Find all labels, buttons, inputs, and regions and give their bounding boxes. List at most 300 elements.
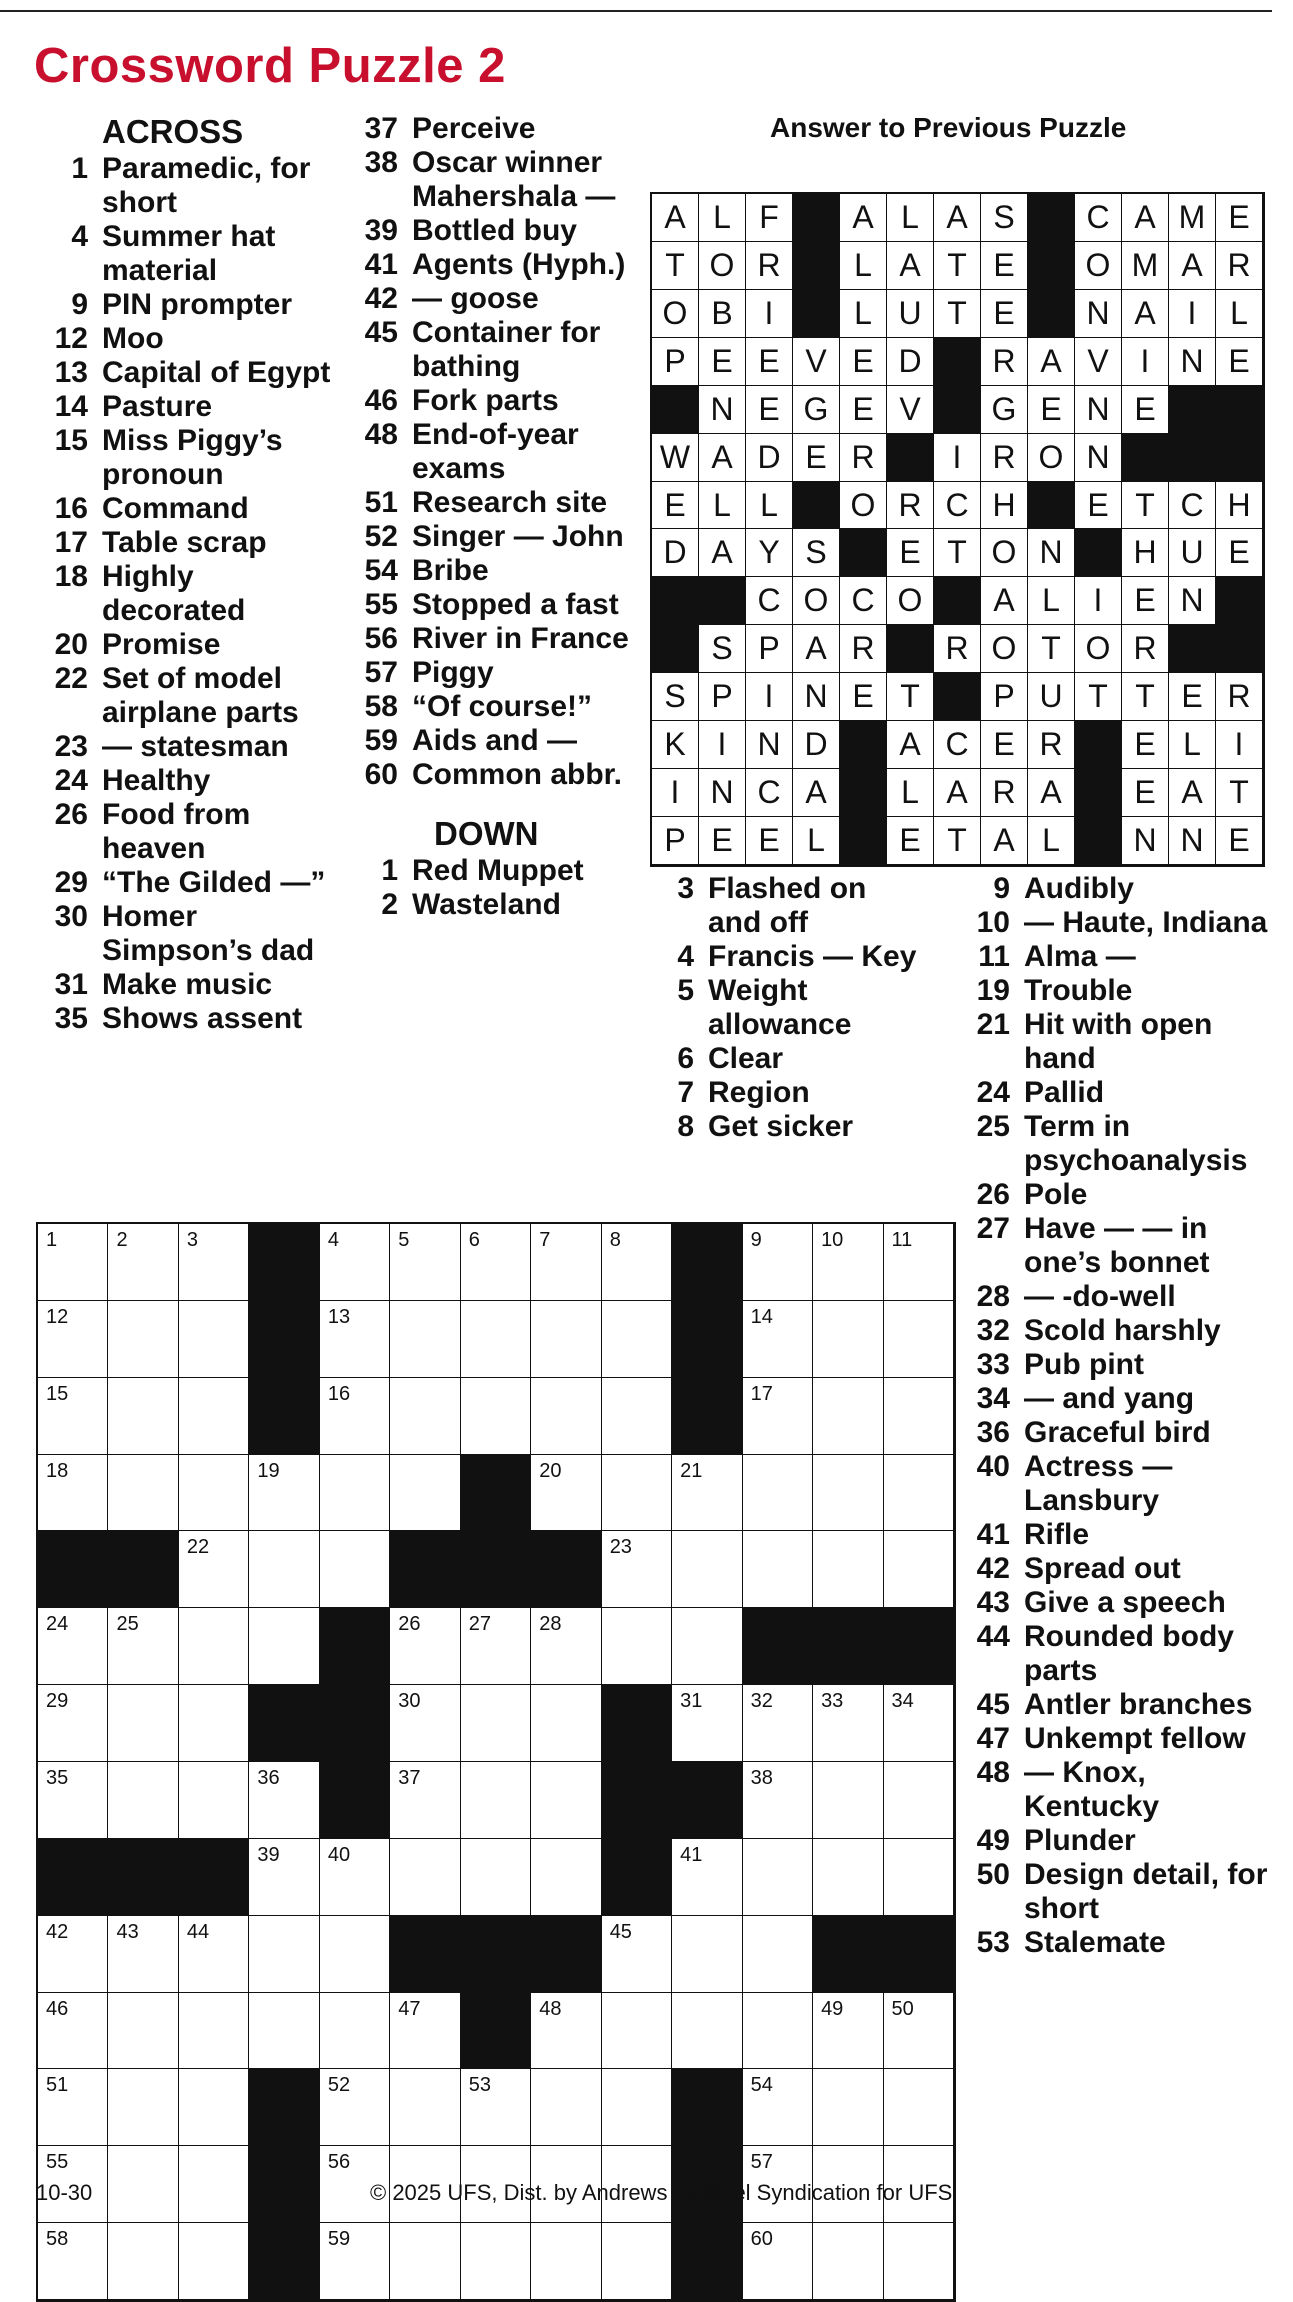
- clue-number: 30: [54, 900, 88, 933]
- grid-cell[interactable]: [179, 2069, 249, 2146]
- answer-block-cell: [652, 625, 699, 673]
- grid-cell[interactable]: [531, 1378, 601, 1455]
- grid-cell[interactable]: [108, 1224, 178, 1301]
- grid-cell[interactable]: [320, 2069, 390, 2146]
- grid-cell[interactable]: [320, 1839, 390, 1916]
- grid-cell[interactable]: [179, 2223, 249, 2300]
- answer-letter-cell: E: [840, 386, 887, 434]
- grid-cell[interactable]: [813, 1455, 883, 1532]
- grid-cell[interactable]: [179, 1301, 249, 1378]
- grid-cell[interactable]: [884, 2069, 954, 2146]
- grid-cell[interactable]: [531, 1301, 601, 1378]
- cell-number: 35: [46, 1766, 69, 1789]
- grid-cell[interactable]: [743, 1455, 813, 1532]
- grid-cell[interactable]: [38, 1608, 108, 1685]
- clue-number: 45: [976, 1688, 1010, 1721]
- cell-number: 45: [609, 1920, 632, 1943]
- grid-cell[interactable]: [813, 1301, 883, 1378]
- answer-letter-cell: K: [652, 721, 699, 769]
- grid-cell[interactable]: [108, 1608, 178, 1685]
- grid-cell[interactable]: [884, 1455, 954, 1532]
- cell-number: 7: [539, 1229, 551, 1251]
- cell-number: 27: [468, 1613, 492, 1636]
- grid-cell[interactable]: [108, 1378, 178, 1455]
- grid-cell[interactable]: [461, 1301, 531, 1378]
- clue-text: Francis — Key: [708, 940, 917, 973]
- answer-letter-cell: A: [887, 721, 934, 769]
- cell-number: 28: [539, 1613, 562, 1636]
- clue-number: 55: [364, 588, 398, 621]
- grid-cell[interactable]: [813, 1993, 883, 2070]
- grid-cell[interactable]: [108, 1301, 178, 1378]
- grid-cell[interactable]: [179, 1608, 249, 1685]
- clue-text: Get sicker: [708, 1110, 854, 1143]
- grid-cell[interactable]: [108, 1685, 178, 1762]
- clue-number: 17: [54, 526, 88, 559]
- grid-cell[interactable]: [884, 1762, 954, 1839]
- grid-block-cell: [38, 1531, 108, 1608]
- answer-letter-cell: H: [981, 482, 1028, 530]
- clue-58: [350, 690, 640, 724]
- answer-letter-cell: O: [699, 242, 746, 290]
- grid-cell[interactable]: [672, 1531, 742, 1608]
- answer-letter-cell: O: [840, 482, 887, 530]
- cell-number: 6: [468, 1229, 480, 1251]
- clue-number: 39: [364, 214, 398, 247]
- clue-number: 15: [54, 424, 88, 457]
- cell-number: 9: [750, 1229, 762, 1251]
- grid-cell[interactable]: [743, 2069, 813, 2146]
- cell-number: 37: [398, 1766, 421, 1789]
- down-heading: DOWN: [434, 815, 539, 852]
- grid-cell[interactable]: [672, 1916, 742, 1993]
- grid-cell[interactable]: [38, 1378, 108, 1455]
- clue-text: Aids and —: [412, 724, 578, 757]
- grid-cell[interactable]: [108, 1762, 178, 1839]
- clue-number: 21: [976, 1008, 1010, 1041]
- clue-14: [36, 390, 336, 424]
- grid-cell[interactable]: [390, 2069, 460, 2146]
- clue-number: 12: [54, 322, 88, 355]
- clue-number: 32: [976, 1314, 1010, 1347]
- clue-text: Plunder: [1024, 1824, 1136, 1857]
- grid-cell[interactable]: [461, 1839, 531, 1916]
- answer-letter-cell: T: [1122, 673, 1169, 721]
- grid-cell[interactable]: [602, 1608, 672, 1685]
- answer-letter-cell: C: [840, 577, 887, 625]
- cell-number: 2: [116, 1229, 128, 1251]
- clue-number: 20: [54, 628, 88, 661]
- grid-cell[interactable]: [320, 1993, 390, 2070]
- answer-letter-cell: E: [840, 338, 887, 386]
- grid-cell[interactable]: [38, 1993, 108, 2070]
- grid-cell[interactable]: [461, 2069, 531, 2146]
- grid-cell[interactable]: [249, 1531, 319, 1608]
- grid-cell[interactable]: [390, 1762, 460, 1839]
- clue-32: [960, 1314, 1280, 1348]
- cell-number: 49: [821, 1997, 844, 2020]
- answer-letter-cell: E: [981, 242, 1028, 290]
- grid-cell[interactable]: [179, 1531, 249, 1608]
- grid-cell[interactable]: [390, 1839, 460, 1916]
- grid-cell[interactable]: [743, 1378, 813, 1455]
- grid-cell[interactable]: [461, 1685, 531, 1762]
- clue-text: Make music: [102, 968, 273, 1001]
- cell-number: 57: [750, 2151, 773, 2174]
- clue-number: 1: [381, 854, 398, 887]
- grid-cell[interactable]: [179, 2146, 249, 2223]
- crossword-grid: [36, 1222, 956, 2302]
- grid-block-cell: [249, 1685, 319, 1762]
- answer-letter-cell: M: [1122, 242, 1169, 290]
- answer-block-cell: [1169, 434, 1216, 482]
- grid-cell[interactable]: [602, 1224, 672, 1301]
- grid-cell[interactable]: [602, 1301, 672, 1378]
- clue-number: 42: [364, 282, 398, 315]
- cell-number: 58: [46, 2228, 69, 2251]
- clue-number: 25: [976, 1110, 1010, 1143]
- answer-block-cell: [840, 721, 887, 769]
- clue-52: [350, 520, 640, 554]
- answer-letter-cell: A: [699, 434, 746, 482]
- cell-number: 5: [398, 1229, 410, 1251]
- answer-block-cell: [840, 529, 887, 577]
- clue-text: Antler branches: [1024, 1688, 1253, 1721]
- clue-number: 41: [976, 1518, 1010, 1551]
- grid-cell[interactable]: [672, 1608, 742, 1685]
- answer-letter-cell: L: [793, 817, 840, 865]
- grid-cell[interactable]: [390, 2223, 460, 2300]
- grid-cell[interactable]: [813, 1531, 883, 1608]
- answer-letter-cell: L: [840, 290, 887, 338]
- across-clues-col-1: [36, 112, 336, 1036]
- answer-letter-cell: E: [1075, 482, 1122, 530]
- answer-block-cell: [1028, 290, 1075, 338]
- grid-block-cell: [461, 1531, 531, 1608]
- grid-cell[interactable]: [179, 1224, 249, 1301]
- clue-text: — Haute, Indiana: [1024, 906, 1268, 939]
- grid-cell[interactable]: [743, 1839, 813, 1916]
- answer-letter-cell: A: [1169, 769, 1216, 817]
- answer-block-cell: [793, 290, 840, 338]
- grid-cell[interactable]: [38, 1224, 108, 1301]
- clue-1: [36, 152, 336, 220]
- grid-cell[interactable]: [813, 1762, 883, 1839]
- grid-cell[interactable]: [320, 1531, 390, 1608]
- answer-letter-cell: R: [934, 625, 981, 673]
- grid-cell[interactable]: [108, 2223, 178, 2300]
- grid-cell[interactable]: [179, 1916, 249, 1993]
- answer-block-cell: [887, 434, 934, 482]
- grid-cell[interactable]: [743, 1916, 813, 1993]
- answer-letter-cell: T: [1028, 625, 1075, 673]
- grid-cell[interactable]: [38, 2069, 108, 2146]
- grid-cell[interactable]: [320, 2223, 390, 2300]
- grid-cell[interactable]: [531, 1993, 601, 2070]
- grid-block-cell: [249, 2223, 319, 2300]
- clue-24: [960, 1076, 1280, 1110]
- cell-number: 48: [539, 1997, 562, 2020]
- answer-letter-cell: I: [746, 290, 793, 338]
- grid-cell[interactable]: [531, 1839, 601, 1916]
- grid-cell[interactable]: [320, 1301, 390, 1378]
- answer-letter-cell: C: [1169, 482, 1216, 530]
- clue-35: [36, 1002, 336, 1036]
- grid-cell[interactable]: [531, 1608, 601, 1685]
- answer-letter-cell: O: [1075, 242, 1122, 290]
- grid-cell[interactable]: [531, 1455, 601, 1532]
- answer-block-cell: [652, 577, 699, 625]
- clue-number: 48: [364, 418, 398, 451]
- grid-cell[interactable]: [884, 1685, 954, 1762]
- answer-letter-cell: E: [1122, 721, 1169, 769]
- grid-cell[interactable]: [38, 2223, 108, 2300]
- grid-cell[interactable]: [390, 1378, 460, 1455]
- grid-cell[interactable]: [602, 1916, 672, 1993]
- cell-number: 43: [116, 1920, 139, 1943]
- answer-block-cell: [1216, 577, 1263, 625]
- grid-block-cell: [249, 1378, 319, 1455]
- answer-letter-cell: A: [981, 817, 1028, 865]
- grid-cell[interactable]: [249, 1839, 319, 1916]
- grid-cell[interactable]: [249, 1608, 319, 1685]
- grid-cell[interactable]: [813, 1839, 883, 1916]
- grid-cell[interactable]: [602, 2223, 672, 2300]
- grid-cell[interactable]: [249, 1455, 319, 1532]
- clue-number: 24: [976, 1076, 1010, 1109]
- answer-letter-cell: E: [981, 290, 1028, 338]
- grid-cell[interactable]: [390, 1685, 460, 1762]
- answer-letter-cell: A: [1169, 242, 1216, 290]
- clue-text: Miss Piggy’s pronoun: [102, 424, 283, 491]
- cell-number: 21: [680, 1459, 703, 1482]
- grid-cell[interactable]: [390, 1455, 460, 1532]
- grid-cell[interactable]: [249, 1762, 319, 1839]
- grid-cell[interactable]: [743, 1685, 813, 1762]
- grid-block-cell: [320, 1608, 390, 1685]
- grid-cell[interactable]: [108, 1993, 178, 2070]
- clue-text: Design detail, for short: [1024, 1858, 1268, 1925]
- clue-number: 36: [976, 1416, 1010, 1449]
- grid-cell[interactable]: [672, 1839, 742, 1916]
- grid-block-cell: [743, 1608, 813, 1685]
- clue-number: 40: [976, 1450, 1010, 1483]
- grid-cell[interactable]: [884, 2223, 954, 2300]
- grid-cell[interactable]: [743, 1224, 813, 1301]
- answer-block-cell: [934, 673, 981, 721]
- grid-cell[interactable]: [884, 1839, 954, 1916]
- grid-cell[interactable]: [390, 1301, 460, 1378]
- answer-letter-cell: Y: [746, 529, 793, 577]
- grid-cell[interactable]: [249, 1916, 319, 1993]
- clue-48: [960, 1756, 1280, 1824]
- clue-text: “Of course!”: [412, 690, 593, 723]
- answer-letter-cell: P: [652, 338, 699, 386]
- grid-cell[interactable]: [179, 1762, 249, 1839]
- grid-cell[interactable]: [813, 1378, 883, 1455]
- grid-cell[interactable]: [179, 1685, 249, 1762]
- grid-cell[interactable]: [884, 1531, 954, 1608]
- clue-24: [36, 764, 336, 798]
- answer-letter-cell: E: [1216, 338, 1263, 386]
- answer-letter-cell: E: [746, 338, 793, 386]
- answer-letter-cell: E: [699, 817, 746, 865]
- grid-cell[interactable]: [602, 1378, 672, 1455]
- clue-38: [350, 146, 640, 214]
- grid-cell[interactable]: [249, 1993, 319, 2070]
- answer-letter-cell: T: [1075, 673, 1122, 721]
- grid-cell[interactable]: [461, 2223, 531, 2300]
- grid-cell[interactable]: [320, 1224, 390, 1301]
- clue-text: — Knox, Kentucky: [1024, 1756, 1160, 1823]
- clue-4: [36, 220, 336, 288]
- answer-letter-cell: R: [1216, 242, 1263, 290]
- clue-text: — -do-well: [1024, 1280, 1176, 1313]
- top-rule: [0, 10, 1272, 12]
- grid-cell[interactable]: [108, 2146, 178, 2223]
- answer-letter-cell: A: [1028, 769, 1075, 817]
- clue-36: [960, 1416, 1280, 1450]
- grid-cell[interactable]: [672, 1685, 742, 1762]
- clue-number: 44: [976, 1620, 1010, 1653]
- answer-letter-cell: I: [1216, 721, 1263, 769]
- grid-cell[interactable]: [38, 1916, 108, 1993]
- answer-letter-cell: E: [887, 817, 934, 865]
- grid-cell[interactable]: [813, 2223, 883, 2300]
- clue-text: Highly decorated: [102, 560, 246, 627]
- clue-26: [36, 798, 336, 866]
- answer-letter-cell: E: [1216, 194, 1263, 242]
- clue-text: Oscar winner Mahershala —: [412, 146, 616, 213]
- answer-block-cell: [1075, 769, 1122, 817]
- grid-cell[interactable]: [531, 1224, 601, 1301]
- grid-block-cell: [531, 1916, 601, 1993]
- grid-cell[interactable]: [390, 1224, 460, 1301]
- grid-cell[interactable]: [461, 1762, 531, 1839]
- clue-43: [960, 1586, 1280, 1620]
- grid-cell[interactable]: [884, 1993, 954, 2070]
- grid-cell[interactable]: [108, 1455, 178, 1532]
- answer-letter-cell: L: [746, 482, 793, 530]
- grid-cell[interactable]: [602, 2069, 672, 2146]
- grid-cell[interactable]: [461, 1378, 531, 1455]
- answer-block-cell: [934, 577, 981, 625]
- clue-text: Scold harshly: [1024, 1314, 1221, 1347]
- grid-cell[interactable]: [38, 1762, 108, 1839]
- clue-42: [350, 282, 640, 316]
- grid-cell[interactable]: [602, 1455, 672, 1532]
- clue-33: [960, 1348, 1280, 1382]
- clue-15: [36, 424, 336, 492]
- clue-number: 26: [54, 798, 88, 831]
- clue-text: — goose: [412, 282, 539, 315]
- grid-cell[interactable]: [179, 1993, 249, 2070]
- answer-letter-cell: U: [887, 290, 934, 338]
- clue-text: Red Muppet: [412, 854, 584, 887]
- clue-8: [660, 1110, 920, 1144]
- cell-number: 38: [750, 1766, 773, 1789]
- grid-cell[interactable]: [320, 1916, 390, 1993]
- answer-block-cell: [840, 817, 887, 865]
- grid-cell[interactable]: [813, 1224, 883, 1301]
- grid-cell[interactable]: [38, 1301, 108, 1378]
- grid-cell[interactable]: [602, 1993, 672, 2070]
- clue-text: Moo: [102, 322, 164, 355]
- answer-letter-cell: P: [981, 673, 1028, 721]
- grid-cell[interactable]: [38, 1455, 108, 1532]
- grid-block-cell: [461, 1916, 531, 1993]
- answer-letter-cell: H: [1216, 482, 1263, 530]
- grid-cell[interactable]: [813, 2069, 883, 2146]
- clue-54: [350, 554, 640, 588]
- grid-cell[interactable]: [743, 1762, 813, 1839]
- grid-cell[interactable]: [320, 1455, 390, 1532]
- grid-cell[interactable]: [672, 1993, 742, 2070]
- grid-cell[interactable]: [179, 1455, 249, 1532]
- grid-cell[interactable]: [531, 2069, 601, 2146]
- clue-53: [960, 1926, 1280, 1960]
- grid-cell[interactable]: [743, 2223, 813, 2300]
- grid-cell[interactable]: [743, 1993, 813, 2070]
- grid-cell[interactable]: [531, 2223, 601, 2300]
- grid-cell[interactable]: [884, 1378, 954, 1455]
- cell-number: 22: [186, 1536, 210, 1559]
- grid-cell[interactable]: [884, 1224, 954, 1301]
- grid-cell[interactable]: [108, 1916, 178, 1993]
- grid-cell[interactable]: [743, 1531, 813, 1608]
- grid-cell[interactable]: [390, 1993, 460, 2070]
- answer-block-cell: [1075, 529, 1122, 577]
- cell-number: 3: [186, 1229, 199, 1251]
- answer-letter-cell: R: [840, 434, 887, 482]
- cell-number: 60: [750, 2228, 773, 2251]
- grid-cell[interactable]: [672, 1455, 742, 1532]
- clue-number: 54: [364, 554, 398, 587]
- grid-cell[interactable]: [108, 2069, 178, 2146]
- grid-cell[interactable]: [884, 1301, 954, 1378]
- clue-text: Bottled buy: [412, 214, 577, 247]
- answer-letter-cell: R: [746, 242, 793, 290]
- grid-cell[interactable]: [179, 1378, 249, 1455]
- clue-number: 9: [993, 872, 1010, 905]
- grid-cell[interactable]: [602, 1531, 672, 1608]
- clue-text: Common abbr.: [412, 758, 623, 791]
- grid-block-cell: [813, 1608, 883, 1685]
- grid-cell[interactable]: [38, 1685, 108, 1762]
- clue-50: [960, 1858, 1280, 1926]
- grid-cell[interactable]: [390, 1608, 460, 1685]
- answer-letter-cell: E: [746, 817, 793, 865]
- answer-letter-cell: N: [1122, 817, 1169, 865]
- grid-cell[interactable]: [320, 1378, 390, 1455]
- grid-cell[interactable]: [461, 1224, 531, 1301]
- grid-cell[interactable]: [531, 1762, 601, 1839]
- clue-59: [350, 724, 640, 758]
- clue-number: 52: [364, 520, 398, 553]
- clue-44: [960, 1620, 1280, 1688]
- grid-cell[interactable]: [461, 1608, 531, 1685]
- grid-cell[interactable]: [531, 1685, 601, 1762]
- answer-letter-cell: E: [699, 338, 746, 386]
- clue-text: Flashed on and off: [708, 872, 867, 939]
- clue-text: Bribe: [412, 554, 489, 587]
- grid-cell[interactable]: [813, 1685, 883, 1762]
- clue-text: Audibly: [1024, 872, 1134, 905]
- grid-cell[interactable]: [743, 1301, 813, 1378]
- answer-letter-cell: E: [1122, 386, 1169, 434]
- clue-number: 28: [976, 1280, 1010, 1313]
- clue-text: Stopped a fast: [412, 588, 619, 621]
